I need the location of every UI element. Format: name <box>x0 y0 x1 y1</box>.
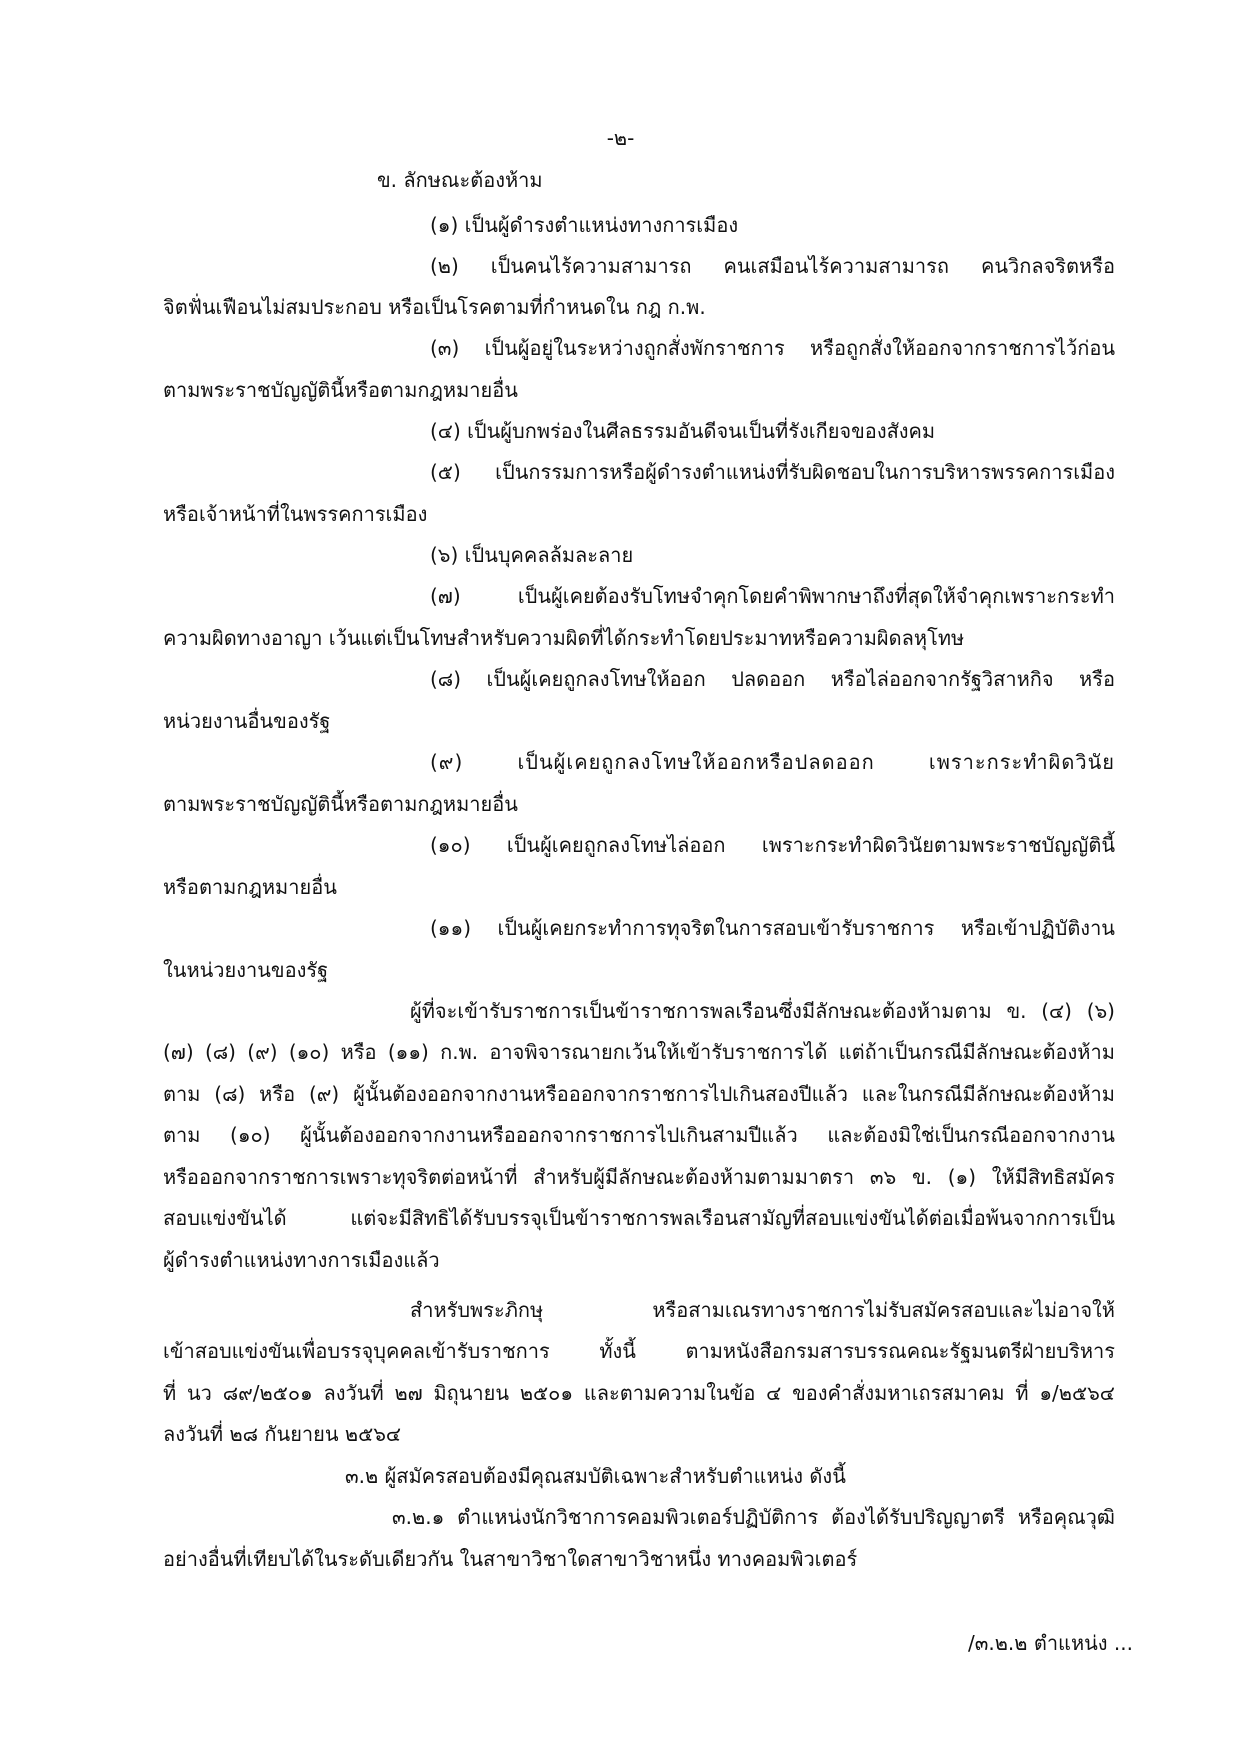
prohibition-item-5-cont: หรือเจ้าหน้าที่ในพรรคการเมือง <box>163 502 428 526</box>
monk-paragraph-line-3: ที่ นว ๘๙/๒๕๐๑ ลงวันที่ ๒๗ มิถุนายน ๒๕๐๑ และตามความในข้อ ๔ ของคำสั่งมหาเถรสมาคม ที่ ๑/๒๕๖๔ <box>163 1381 1115 1405</box>
prohibition-item-5: (๕) เป็นกรรมการหรือผู้ดำรงตำแหน่งที่รับผิดชอบในการบริหารพรรคการเมือง <box>430 460 1115 484</box>
prohibition-item-1: (๑) เป็นผู้ดำรงตำแหน่งทางการเมือง <box>430 213 739 237</box>
continuation-reference: /๓.๒.๒ ตำแหน่ง ... <box>967 1631 1133 1655</box>
prohibition-item-11: (๑๑) เป็นผู้เคยกระทำการทุจริตในการสอบเข้ารับราชการ หรือเข้าปฏิบัติงาน <box>430 916 1115 940</box>
prohibition-item-9: (๙) เป็นผู้เคยถูกลงโทษให้ออกหรือปลดออก เพราะกระทำผิดวินัย <box>430 750 1115 774</box>
prohibition-item-2: (๒) เป็นคนไร้ความสามารถ คนเสมือนไร้ความสามารถ คนวิกลจริตหรือ <box>430 254 1115 278</box>
exception-paragraph-line-5: หรือออกจากราชการเพราะทุจริตต่อหน้าที่ สำหรับผู้มีลักษณะต้องห้ามตามมาตรา ๓๖ ข. (๑) ให้มีสิทธิสมัคร <box>163 1165 1115 1189</box>
prohibition-item-2-cont: จิตฟั่นเฟือนไม่สมประกอบ หรือเป็นโรคตามที่กำหนดใน กฎ ก.พ. <box>163 295 706 319</box>
exception-paragraph-line-2: (๗) (๘) (๙) (๑๐) หรือ (๑๑) ก.พ. อาจพิจารณายกเว้นให้เข้ารับราชการได้ แต่ถ้าเป็นกรณีมีลักษณะต้องห้าม <box>163 1040 1115 1064</box>
item-3-2-1-line-2: อย่างอื่นที่เทียบได้ในระดับเดียวกัน ในสาขาวิชาใดสาขาวิชาหนึ่ง ทางคอมพิวเตอร์ <box>163 1547 858 1571</box>
section-3-2-heading: ๓.๒ ผู้สมัครสอบต้องมีคุณสมบัติเฉพาะสำหรับตำแหน่ง ดังนี้ <box>345 1464 846 1488</box>
monk-paragraph-line-2: เข้าสอบแข่งขันเพื่อบรรจุบุคคลเข้ารับราชการ ทั้งนี้ ตามหนังสือกรมสารบรรณคณะรัฐมนตรีฝ่ายบริหาร <box>163 1339 1115 1363</box>
section-b-heading: ข. ลักษณะต้องห้าม <box>377 168 543 192</box>
prohibition-item-10: (๑๐) เป็นผู้เคยถูกลงโทษไล่ออก เพราะกระทำผิดวินัยตามพระราชบัญญัตินี้ <box>430 833 1115 857</box>
exception-paragraph-line-1: ผู้ที่จะเข้ารับราชการเป็นข้าราชการพลเรือนซึ่งมีลักษณะต้องห้ามตาม ข. (๔) (๖) <box>410 999 1115 1023</box>
monk-paragraph-line-4: ลงวันที่ ๒๘ กันยายน ๒๕๖๔ <box>163 1422 402 1446</box>
prohibition-item-3-cont: ตามพระราชบัญญัตินี้หรือตามกฎหมายอื่น <box>163 378 518 402</box>
prohibition-item-7: (๗) เป็นผู้เคยต้องรับโทษจำคุกโดยคำพิพากษาถึงที่สุดให้จำคุกเพราะกระทำ <box>430 584 1115 608</box>
exception-paragraph-line-3: ตาม (๘) หรือ (๙) ผู้นั้นต้องออกจากงานหรือออกจากราชการไปเกินสองปีแล้ว และในกรณีมีลักษณะต้องห้าม <box>163 1082 1115 1106</box>
exception-paragraph-line-7: ผู้ดำรงตำแหน่งทางการเมืองแล้ว <box>163 1248 440 1272</box>
prohibition-item-9-cont: ตามพระราชบัญญัตินี้หรือตามกฎหมายอื่น <box>163 792 518 816</box>
prohibition-item-8-cont: หน่วยงานอื่นของรัฐ <box>163 709 331 733</box>
prohibition-item-6: (๖) เป็นบุคคลล้มละลาย <box>430 543 634 567</box>
item-3-2-1-line-1: ๓.๒.๑ ตำแหน่งนักวิชาการคอมพิวเตอร์ปฏิบัติการ ต้องได้รับปริญญาตรี หรือคุณวุฒิ <box>392 1505 1115 1529</box>
exception-paragraph-line-4: ตาม (๑๐) ผู้นั้นต้องออกจากงานหรือออกจากราชการไปเกินสามปีแล้ว และต้องมิใช่เป็นกรณีออกจากงาน <box>163 1123 1115 1147</box>
prohibition-item-10-cont: หรือตามกฎหมายอื่น <box>163 875 337 899</box>
page-number: -๒- <box>606 126 635 150</box>
prohibition-item-3: (๓) เป็นผู้อยู่ในระหว่างถูกสั่งพักราชการ หรือถูกสั่งให้ออกจากราชการไว้ก่อน <box>430 336 1115 360</box>
exception-paragraph-line-6: สอบแข่งขันได้ แต่จะมีสิทธิได้รับบรรจุเป็นข้าราชการพลเรือนสามัญที่สอบแข่งขันได้ต่อเมื่อพ้นจากการเป็น <box>163 1206 1115 1230</box>
prohibition-item-11-cont: ในหน่วยงานของรัฐ <box>163 958 329 982</box>
prohibition-item-7-cont: ความผิดทางอาญา เว้นแต่เป็นโทษสำหรับความผิดที่ได้กระทำโดยประมาทหรือความผิดลหุโทษ <box>163 626 965 650</box>
monk-paragraph-line-1: สำหรับพระภิกษุ หรือสามเณรทางราชการไม่รับสมัครสอบและไม่อาจให้ <box>410 1298 1115 1322</box>
prohibition-item-4: (๔) เป็นผู้บกพร่องในศีลธรรมอันดีจนเป็นที่รังเกียจของสังคม <box>430 419 936 443</box>
prohibition-item-8: (๘) เป็นผู้เคยถูกลงโทษให้ออก ปลดออก หรือไล่ออกจากรัฐวิสาหกิจ หรือ <box>430 667 1115 691</box>
